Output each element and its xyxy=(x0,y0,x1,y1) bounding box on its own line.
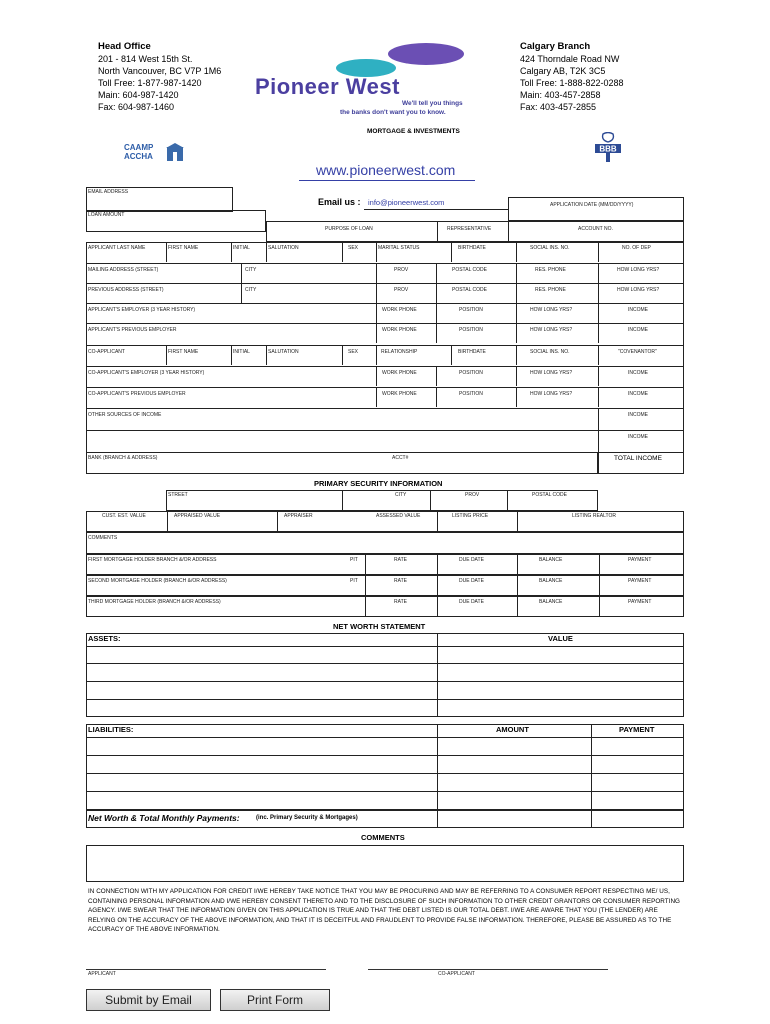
row-line xyxy=(87,681,683,682)
head-office-line: North Vancouver, BC V7P 1M6 xyxy=(98,66,222,76)
balance-label: BALANCE xyxy=(539,599,563,605)
divider xyxy=(437,811,438,827)
divider xyxy=(451,242,452,262)
listing-price-label: LISTING PRICE xyxy=(452,513,489,519)
head-office-line: Main: 604-987-1420 xyxy=(98,90,179,100)
row-line xyxy=(87,737,683,738)
postal-code-label: POSTAL CODE xyxy=(532,492,568,498)
value-label: VALUE xyxy=(548,634,573,643)
logo-tagline-2: the banks don't want you to know. xyxy=(340,109,446,116)
marital-status-label: MARITAL STATUS xyxy=(378,245,420,251)
co-applicant-previous-employer-row[interactable] xyxy=(86,387,684,407)
co-applicant-row[interactable] xyxy=(86,345,684,365)
applicant-employer-label: APPLICANT'S EMPLOYER (3 YEAR HISTORY) xyxy=(88,307,196,313)
assets-label: ASSETS: xyxy=(88,634,121,643)
net-worth-total-note: (inc. Primary Security & Mortgages) xyxy=(256,815,358,821)
comments-small-label: COMMENTS xyxy=(88,535,118,541)
divider xyxy=(166,242,167,262)
divider xyxy=(507,491,508,510)
first-name-label: FIRST NAME xyxy=(168,349,199,355)
divider xyxy=(376,324,377,343)
disclaimer-text: IN CONNECTION WITH MY APPLICATION FOR CREDIT I/WE HEREBY TAKE NOTICE THAT YOU MAY BE PROCURING AND MAY BE REFERRING TO A CONSUMER REPORT RESPECTING ME/ US, CONTAINING PERSONAL INFORMATION AND I/WE HEREBY CONSENT THERETO AND TO THE DISCLOSURE OF SUCH INFORMATION TO OTHER CREDIT GRANTORS OR CONSUMER REPORTING AGENCY. I/WE SWEAR THAT THE INFORMATION GIVEN ON THIS APPLICATION IS TRUE AND THAT THE DEBT LISTED IS OUR TOTAL DEBT. I/WE ARE AWARE THAT YOU (THE LENDER) ARE RELYING ON THE ACCURACY OF THE ABOVE INFORMATION, AND THAT IT IS DECEITFUL AND FRAUDLENT TO PROVIDE FALSE INFORMATION. THEREFORE, PLEASE BE ASSURED AS TO THE ACCURACY OF THE ABOVE INFORMATION. xyxy=(88,888,680,934)
how-long-label: HOW LONG YRS? xyxy=(530,391,573,397)
how-long-label: HOW LONG YRS? xyxy=(530,327,573,333)
mailing-address-row[interactable] xyxy=(86,263,684,283)
divider xyxy=(436,388,437,407)
postal-code-label: POSTAL CODE xyxy=(452,267,488,273)
divider xyxy=(342,346,343,365)
representative-label: REPRESENTATIVE xyxy=(447,226,492,232)
row-line xyxy=(87,663,683,664)
website-underline xyxy=(299,180,475,181)
loan-amount-label: LOAN AMOUNT xyxy=(88,212,125,218)
head-office-line: Toll Free: 1-877-987-1420 xyxy=(98,78,202,88)
assessed-value-label: ASSESSED VALUE xyxy=(376,513,421,519)
divider xyxy=(598,284,599,303)
initial-label: INITIAL xyxy=(233,349,250,355)
divider xyxy=(516,388,517,407)
work-phone-label: WORK PHONE xyxy=(382,307,417,313)
co-applicant-signature-line[interactable] xyxy=(368,969,608,970)
caamp-text: CAAMP xyxy=(124,143,154,152)
divider xyxy=(516,304,517,323)
position-label: POSITION xyxy=(459,327,483,333)
res-phone-label: RES. PHONE xyxy=(535,287,566,293)
listing-realtor-label: LISTING REALTOR xyxy=(572,513,616,519)
work-phone-label: WORK PHONE xyxy=(382,370,417,376)
prov-label: PROV xyxy=(465,492,480,498)
other-income-row-2[interactable] xyxy=(86,430,684,452)
calgary-branch-line: Main: 403-457-2858 xyxy=(520,90,601,100)
divider xyxy=(598,304,599,323)
work-phone-label: WORK PHONE xyxy=(382,327,417,333)
divider xyxy=(231,346,232,365)
row-line xyxy=(87,646,683,647)
head-office-block xyxy=(98,40,221,113)
comments-heading: COMMENTS xyxy=(361,833,405,842)
divider xyxy=(591,811,592,827)
divider xyxy=(516,324,517,343)
divider xyxy=(436,304,437,323)
divider xyxy=(598,409,599,430)
calgary-branch-title: Calgary Branch xyxy=(520,41,591,52)
head-office-title: Head Office xyxy=(98,41,151,52)
divider xyxy=(376,242,377,262)
divider xyxy=(277,512,278,531)
how-long-label: HOW LONG YRS? xyxy=(617,287,660,293)
primary-security-heading: PRIMARY SECURITY INFORMATION xyxy=(314,479,443,488)
applicant-previous-employer-label: APPLICANT'S PREVIOUS EMPLOYER xyxy=(88,327,177,333)
position-label: POSITION xyxy=(459,307,483,313)
caamp-building-icon xyxy=(165,143,185,161)
divider xyxy=(342,491,343,510)
email-address-label: EMAIL ADDRESS xyxy=(88,189,129,195)
row-line xyxy=(87,791,683,792)
divider xyxy=(365,555,366,574)
divider xyxy=(516,346,517,365)
second-mortgage-label: SECOND MORTGAGE HOLDER (BRANCH &/OR ADDRESS) xyxy=(88,578,227,584)
divider xyxy=(437,221,438,242)
comments-small-field[interactable] xyxy=(86,532,684,554)
payment-col-label: PAYMENT xyxy=(619,725,655,734)
applicant-employer-row[interactable] xyxy=(86,303,684,323)
divider xyxy=(376,304,377,323)
calgary-branch-block xyxy=(520,40,624,113)
initial-label: INITIAL xyxy=(233,245,250,251)
work-phone-label: WORK PHONE xyxy=(382,391,417,397)
head-office-line: 201 - 814 West 15th St. xyxy=(98,54,193,64)
position-label: POSITION xyxy=(459,370,483,376)
divider xyxy=(516,284,517,303)
due-date-label: DUE DATE xyxy=(459,557,484,563)
divider xyxy=(436,284,437,303)
divider xyxy=(436,264,437,283)
divider xyxy=(241,284,242,303)
divider xyxy=(430,491,431,510)
relationship-label: RELATIONSHIP xyxy=(381,349,418,355)
salutation-label: SALUTATION xyxy=(268,349,299,355)
applicant-signature-line[interactable] xyxy=(86,969,326,970)
divider xyxy=(437,512,438,531)
first-mortgage-label: FIRST MORTGAGE HOLDER BRANCH &/OR ADDRESS xyxy=(88,557,217,563)
account-no-label: ACCOUNT NO. xyxy=(578,226,613,232)
prov-label: PROV xyxy=(394,267,409,273)
bbb-text: BBB xyxy=(599,144,617,154)
divider xyxy=(436,367,437,386)
calgary-branch-line: Fax: 403-457-2855 xyxy=(520,102,597,112)
applicant-signature-label: APPLICANT xyxy=(88,971,116,977)
sex-label: SEX xyxy=(348,349,359,355)
social-ins-label: SOCIAL INS. NO. xyxy=(530,349,570,355)
due-date-label: DUE DATE xyxy=(459,599,484,605)
calgary-branch-line: Calgary AB, T2K 3C5 xyxy=(520,66,606,76)
divider xyxy=(241,264,242,283)
cust-est-value-label: CUST. EST. VALUE xyxy=(102,513,146,519)
divider xyxy=(365,576,366,595)
co-applicant-previous-employer-label: CO-APPLICANT'S PREVIOUS EMPLOYER xyxy=(88,391,186,397)
email-us-underline xyxy=(364,209,509,210)
income-label: INCOME xyxy=(628,370,648,376)
row-line xyxy=(87,699,683,700)
how-long-label: HOW LONG YRS? xyxy=(530,370,573,376)
divider xyxy=(598,242,599,262)
divider xyxy=(598,324,599,343)
prov-label: PROV xyxy=(394,287,409,293)
pit-label: PIT xyxy=(350,557,358,563)
divider xyxy=(451,346,452,365)
subtitle: MORTGAGE & INVESTMENTS xyxy=(367,128,460,135)
city-label: CITY xyxy=(245,267,257,273)
mailing-address-label: MAILING ADDRESS (STREET) xyxy=(88,267,159,273)
application-date-label: APPLICATION DATE (MM/DD/YYYY) xyxy=(550,202,634,208)
position-label: POSITION xyxy=(459,391,483,397)
rate-label: RATE xyxy=(394,557,407,563)
amount-label: AMOUNT xyxy=(496,725,529,734)
divider xyxy=(376,367,377,386)
divider xyxy=(599,576,600,595)
row-line xyxy=(87,755,683,756)
covenantor-label: "COVENANTOR" xyxy=(618,349,657,355)
row-line xyxy=(87,773,683,774)
income-label: INCOME xyxy=(628,307,648,313)
website-link[interactable]: www.pioneerwest.com xyxy=(316,162,456,178)
balance-label: BALANCE xyxy=(539,557,563,563)
divider xyxy=(598,367,599,386)
divider xyxy=(376,346,377,365)
divider xyxy=(508,221,509,242)
third-mortgage-label: THIRD MORTGAGE HOLDER (BRANCH &/OR ADDRESS) xyxy=(88,599,221,605)
sex-label: SEX xyxy=(348,245,359,251)
other-income-label: OTHER SOURCES OF INCOME xyxy=(88,412,162,418)
caamp-logo xyxy=(124,143,153,161)
divider xyxy=(516,264,517,283)
logo-tagline-1: We'll tell you things xyxy=(402,100,463,107)
divider xyxy=(166,346,167,365)
email-us-label: Email us : xyxy=(318,197,361,207)
first-name-label: FIRST NAME xyxy=(168,245,199,251)
divider xyxy=(598,264,599,283)
total-income-label: TOTAL INCOME xyxy=(614,455,662,462)
liabilities-table[interactable] xyxy=(86,724,684,810)
logo-text: Pioneer West xyxy=(255,74,400,99)
salutation-label: SALUTATION xyxy=(268,245,299,251)
divider xyxy=(598,346,599,365)
acct-label: ACCT# xyxy=(392,455,409,461)
applicant-last-name-label: APPLICANT LAST NAME xyxy=(88,245,146,251)
net-worth-total-label: Net Worth & Total Monthly Payments: xyxy=(88,813,240,823)
income-label: INCOME xyxy=(628,327,648,333)
divider xyxy=(599,597,600,616)
divider xyxy=(599,555,600,574)
comments-field[interactable] xyxy=(86,845,684,882)
appraised-value-label: APPRAISED VALUE xyxy=(174,513,221,519)
head-office-line: Fax: 604-987-1460 xyxy=(98,102,175,112)
print-form-button[interactable]: Print Form xyxy=(220,989,330,1011)
balance-label: BALANCE xyxy=(539,578,563,584)
divider xyxy=(517,555,518,574)
purpose-of-loan-label: PURPOSE OF LOAN xyxy=(325,226,373,232)
applicant-previous-employer-row[interactable] xyxy=(86,323,684,343)
divider xyxy=(376,388,377,407)
birthdate-label: BIRTHDATE xyxy=(458,349,486,355)
divider xyxy=(516,242,517,262)
divider xyxy=(437,555,438,574)
divider xyxy=(598,431,599,452)
appraiser-label: APPRAISER xyxy=(284,513,313,519)
how-long-label: HOW LONG YRS? xyxy=(617,267,660,273)
previous-address-label: PREVIOUS ADDRESS (STREET) xyxy=(88,287,164,293)
divider xyxy=(231,242,232,262)
other-income-row[interactable] xyxy=(86,408,684,430)
divider xyxy=(266,346,267,365)
res-phone-label: RES. PHONE xyxy=(535,267,566,273)
social-ins-label: SOCIAL INS. NO. xyxy=(530,245,570,251)
divider xyxy=(598,388,599,407)
co-applicant-label: CO-APPLICANT xyxy=(88,349,125,355)
income-label: INCOME xyxy=(628,412,648,418)
divider xyxy=(437,597,438,616)
divider xyxy=(365,597,366,616)
income-label: INCOME xyxy=(628,391,648,397)
calgary-branch-line: Toll Free: 1-888-822-0288 xyxy=(520,78,624,88)
city-label: CITY xyxy=(245,287,257,293)
income-label: INCOME xyxy=(628,434,648,440)
assets-table[interactable] xyxy=(86,633,684,717)
divider xyxy=(342,242,343,262)
no-of-dep-label: NO. OF DEP xyxy=(622,245,651,251)
payment-label: PAYMENT xyxy=(628,578,652,584)
due-date-label: DUE DATE xyxy=(459,578,484,584)
how-long-label: HOW LONG YRS? xyxy=(530,307,573,313)
divider xyxy=(517,597,518,616)
bank-field[interactable] xyxy=(86,452,598,474)
divider xyxy=(167,512,168,531)
previous-address-row[interactable] xyxy=(86,283,684,303)
divider xyxy=(437,576,438,595)
bbb-logo-icon xyxy=(593,132,623,164)
email-us-link[interactable]: info@pioneerwest.com xyxy=(368,198,445,207)
city-label: CITY xyxy=(395,492,407,498)
birthdate-label: BIRTHDATE xyxy=(458,245,486,251)
co-applicant-signature-label: CO-APPLICANT xyxy=(438,971,475,977)
street-label: STREET xyxy=(168,492,188,498)
payment-label: PAYMENT xyxy=(628,599,652,605)
pit-label: PIT xyxy=(350,578,358,584)
postal-code-label: POSTAL CODE xyxy=(452,287,488,293)
divider xyxy=(376,284,377,303)
divider xyxy=(376,264,377,283)
net-worth-heading: NET WORTH STATEMENT xyxy=(333,622,426,631)
submit-by-email-button[interactable]: Submit by Email xyxy=(86,989,211,1011)
calgary-branch-line: 424 Thorndale Road NW xyxy=(520,54,620,64)
divider xyxy=(436,324,437,343)
rate-label: RATE xyxy=(394,599,407,605)
co-applicant-employer-row[interactable] xyxy=(86,366,684,386)
rate-label: RATE xyxy=(394,578,407,584)
divider xyxy=(517,576,518,595)
accha-text: ACCHA xyxy=(124,152,153,161)
bank-label: BANK (BRANCH & ADDRESS) xyxy=(88,455,158,461)
divider xyxy=(517,512,518,531)
co-applicant-employer-label: CO-APPLICANT'S EMPLOYER (3 YEAR HISTORY) xyxy=(88,370,205,376)
divider xyxy=(516,367,517,386)
liabilities-label: LIABILITIES: xyxy=(88,725,134,734)
divider xyxy=(266,242,267,262)
application-date-field[interactable] xyxy=(508,197,684,221)
payment-label: PAYMENT xyxy=(628,557,652,563)
